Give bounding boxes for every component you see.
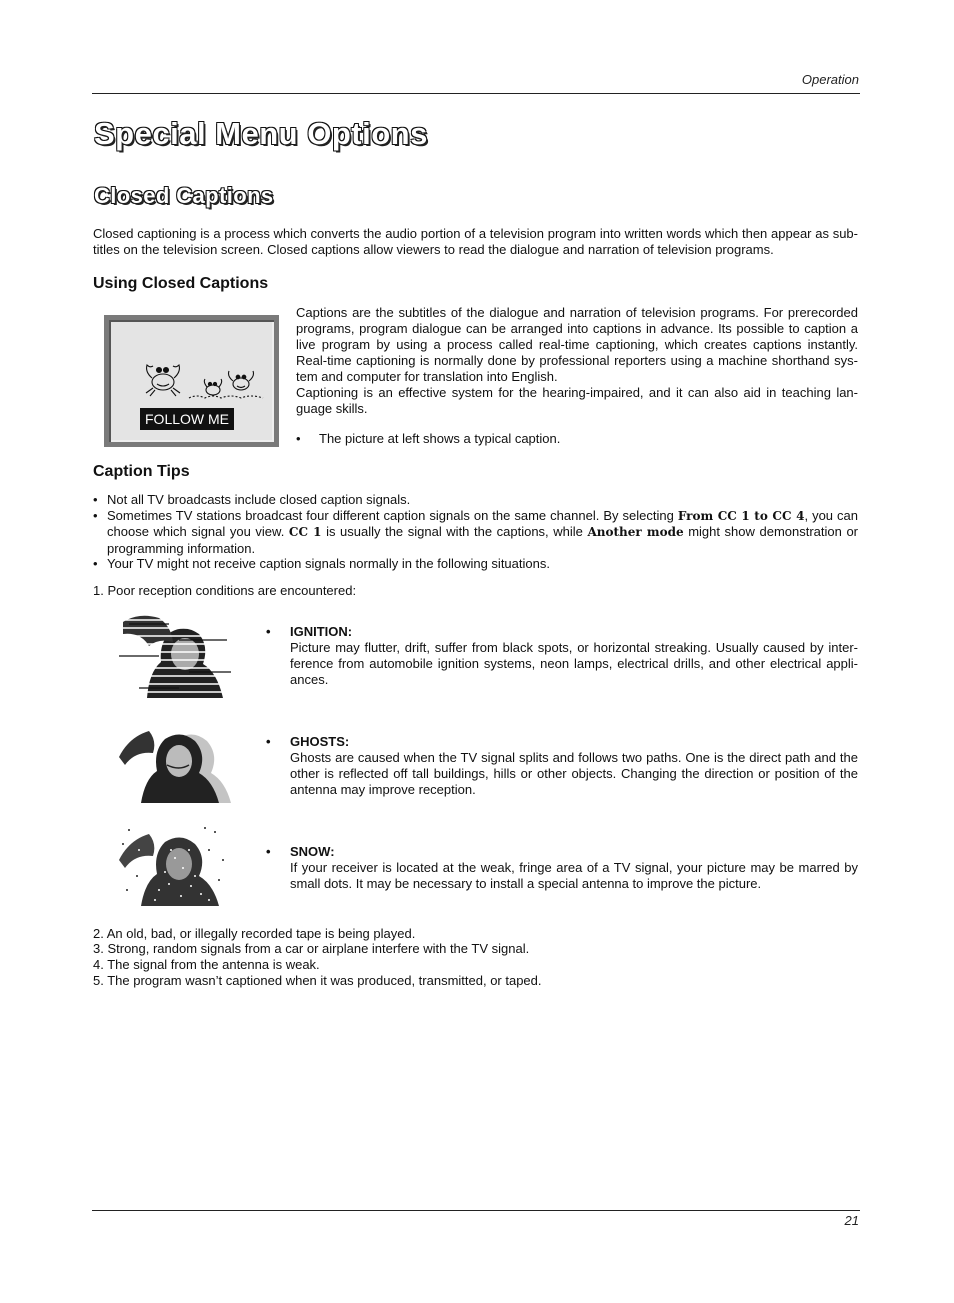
condition-1: 1. Poor reception conditions are encountered: — [93, 583, 357, 598]
cc1-label: CC 1 — [288, 525, 322, 539]
captions-paragraph-2: Captioning is an effective system for the hearing-impaired, and it can also aid in teaching lan-guage skills. — [296, 385, 858, 416]
ignition-interference-photo — [119, 612, 231, 698]
ignition-condition — [266, 624, 858, 688]
tip-item: • Not all TV broadcasts include closed caption signals. — [93, 492, 858, 508]
bullet-glyph: • — [266, 734, 271, 749]
typical-caption-bullet — [296, 431, 560, 446]
tip-text: Sometimes TV stations broadcast four different caption signals on the same channel. By selecting — [107, 507, 678, 523]
condition-4: 4. The signal from the antenna is weak. — [93, 957, 320, 972]
using-closed-captions-heading: Using Closed Captions — [93, 275, 269, 292]
footer-rule — [92, 1210, 860, 1211]
caption-tips-list — [93, 492, 858, 572]
header-section-label: Operation — [801, 72, 859, 87]
tip-text: , you can choose which signal you view. — [107, 507, 858, 539]
tv-caption-illustration — [104, 315, 279, 447]
intro-paragraph: Closed captioning is a process which converts the audio portion of a television program into written words which then appear as sub-titles on the television screen. Closed captions allow viewers to read the dialogue and narration of television programs. — [93, 226, 858, 257]
tip-text: is usually the signal with the captions, while — [321, 524, 588, 539]
page-number: 21 — [844, 1213, 859, 1228]
ignition-heading: IGNITION: — [290, 624, 353, 639]
header-rule — [92, 93, 860, 94]
condition-3: 3. Strong, random signals from a car or airplane interfere with the TV signal. — [93, 941, 530, 956]
using-captions-text — [296, 305, 858, 417]
crab-icon — [141, 360, 266, 400]
snow-heading: SNOW: — [290, 844, 335, 859]
page-title: Special Menu Options — [94, 116, 428, 151]
tip-item: • Your TV might not receive caption signals normally in the following situations. — [93, 556, 858, 572]
caption-tips-heading: Caption Tips — [93, 463, 190, 480]
another-mode-label: Another mode — [587, 525, 684, 539]
tip-item — [93, 508, 858, 557]
captions-paragraph-1: Captions are the subtitles of the dialogue and narration of television programs. For prerecorded programs, program dialogue can be arranged into captions in advance. Its possible to caption a live program by using a process called real-time captioning, which creates captions instantly. Real-time captioning is normally done by professional reporters using a machine shorthand sys-tem and computer for translation into English. — [296, 305, 858, 384]
ghosts-interference-photo — [119, 717, 231, 803]
condition-5: 5. The program wasn’t captioned when it was produced, transmitted, or taped. — [93, 973, 542, 988]
bullet-glyph: • — [296, 431, 301, 446]
section-title: Closed Captions — [94, 183, 274, 208]
condition-2: 2. An old, bad, or illegally recorded tape is being played. — [93, 926, 416, 941]
ignition-description: Picture may flutter, drift, suffer from black spots, or horizontal streaking. Usually caused by inter-ference from automobile ignition systems, neon lamps, electrical drills, and other electrical appli-ances. — [290, 640, 858, 687]
snow-interference-photo — [119, 820, 231, 906]
bullet-glyph: • — [266, 624, 271, 639]
tv-screen — [109, 320, 274, 442]
ghosts-condition — [266, 734, 858, 798]
snow-condition — [266, 844, 858, 892]
typical-caption-note: The picture at left shows a typical caption. — [319, 431, 561, 446]
ghosts-description: Ghosts are caused when the TV signal splits and follows two paths. One is the direct path and the other is reflected off tall buildings, hills or other objects. Changing the direction or position of the antenna may improve reception. — [290, 750, 858, 797]
caption-text-box: FOLLOW ME — [140, 408, 234, 430]
snow-description: If your receiver is located at the weak, fringe area of a TV signal, your picture may be marred by small dots. It may be necessary to install a special antenna to improve the picture. — [290, 860, 858, 891]
tip-text: might show demonstration or programming information. — [107, 524, 859, 556]
cc-range-label: From CC 1 to CC 4 — [677, 508, 805, 523]
ghosts-heading: GHOSTS: — [290, 734, 350, 749]
bullet-glyph: • — [266, 844, 271, 859]
